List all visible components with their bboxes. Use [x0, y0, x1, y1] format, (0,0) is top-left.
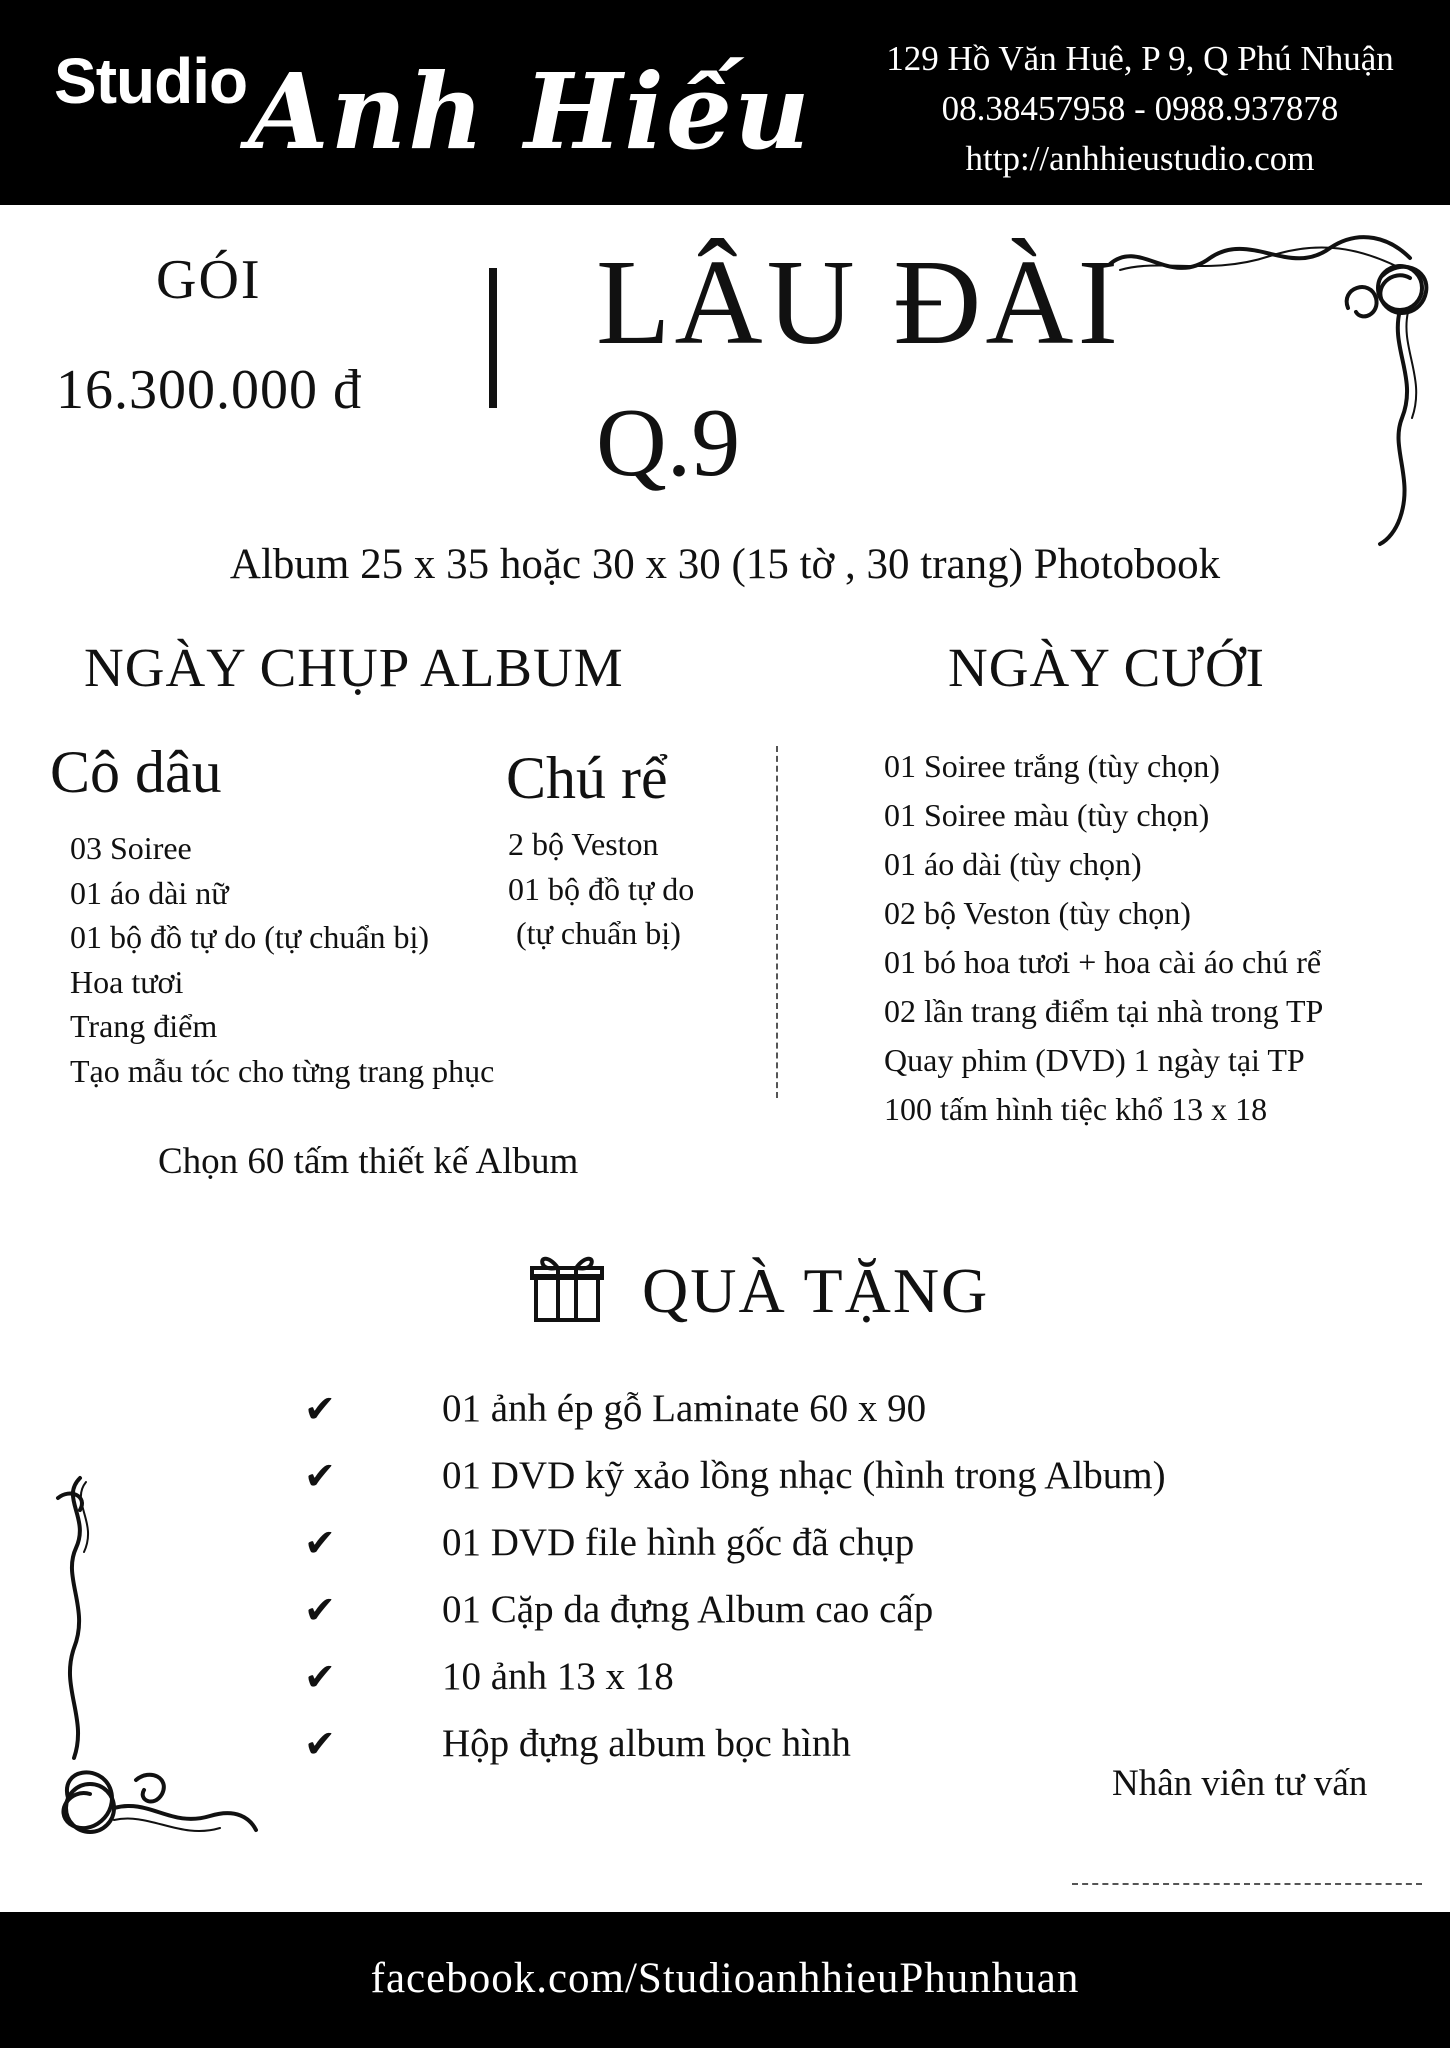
gift-item-label: 10 ảnh 13 x 18	[442, 1655, 674, 1698]
gift-item	[296, 1509, 1166, 1576]
list-item: 01 áo dài (tùy chọn)	[884, 846, 1142, 882]
gift-item-label: Hộp đựng album bọc hình	[442, 1722, 851, 1765]
checkmark-icon: ✔	[304, 1654, 336, 1699]
column-divider	[776, 746, 778, 1098]
gift-item	[296, 1710, 1166, 1777]
list-item: 01 bộ đồ tự do	[508, 870, 695, 907]
groom-heading: Chú rể	[506, 745, 668, 811]
package-title: LÂU ĐÀI	[596, 235, 1123, 370]
contact-website[interactable]: http://anhhieustudio.com	[965, 139, 1315, 178]
gift-item	[296, 1375, 1166, 1442]
contact-address: 129 Hồ Văn Huê, P 9, Q Phú Nhuận	[886, 39, 1394, 78]
album-spec: Album 25 x 35 hoặc 30 x 30 (15 tờ , 30 trang) Photobook	[229, 541, 1221, 588]
package-label: GÓI	[156, 249, 262, 311]
wedding-day-heading: NGÀY CƯỚI	[948, 637, 1265, 698]
corner-ornament-top-right-icon	[1100, 228, 1440, 548]
checkmark-icon: ✔	[304, 1453, 336, 1498]
list-item: 100 tấm hình tiệc khổ 13 x 18	[884, 1091, 1268, 1127]
list-item: Quay phim (DVD) 1 ngày tại TP	[884, 1042, 1305, 1078]
gift-item-label: 01 ảnh ép gỗ Laminate 60 x 90	[442, 1387, 927, 1430]
wedding-item-list	[884, 742, 1323, 1134]
list-item: 01 bó hoa tươi + hoa cài áo chú rể	[884, 944, 1322, 980]
brand-name-logo: Anh Hiếu	[248, 50, 812, 173]
list-item: (tự chuẩn bị)	[508, 915, 681, 951]
bride-item-list	[70, 826, 494, 1093]
gift-list	[296, 1375, 1166, 1777]
gift-item	[296, 1442, 1166, 1509]
facebook-link[interactable]: facebook.com/StudioanhhieuPhunhuan	[370, 1955, 1080, 2002]
checkmark-icon: ✔	[304, 1721, 336, 1766]
package-price: 16.300.000 đ	[56, 359, 362, 421]
gift-item	[296, 1643, 1166, 1710]
gift-item-label: 01 Cặp da đựng Album cao cấp	[442, 1588, 934, 1631]
list-item: 01 Soiree màu (tùy chọn)	[884, 797, 1210, 833]
list-item: 01 Soiree trắng (tùy chọn)	[884, 748, 1220, 784]
signature-line	[1072, 1883, 1422, 1885]
gift-item	[296, 1576, 1166, 1643]
list-item: 02 bộ Veston (tùy chọn)	[884, 895, 1191, 931]
bride-heading: Cô dâu	[50, 739, 222, 805]
gift-item-label: 01 DVD file hình gốc đã chụp	[442, 1521, 915, 1564]
list-item: 03 Soiree	[70, 830, 192, 866]
title-divider	[489, 268, 497, 408]
checkmark-icon: ✔	[304, 1587, 336, 1632]
list-item: Hoa tươi	[70, 963, 184, 1000]
list-item: 2 bộ Veston	[508, 826, 659, 862]
list-item: 02 lần trang điểm tại nhà trong TP	[884, 993, 1324, 1029]
package-subtitle: Q.9	[596, 389, 741, 497]
gift-item-label: 01 DVD kỹ xảo lồng nhạc (hình trong Album)	[442, 1454, 1166, 1497]
contact-phones: 08.38457958 - 0988.937878	[941, 89, 1339, 128]
groom-item-list	[508, 822, 694, 956]
list-item: Trang điểm	[70, 1008, 218, 1044]
checkmark-icon: ✔	[304, 1386, 336, 1431]
shoot-day-heading: NGÀY CHỤP ALBUM	[84, 637, 624, 698]
list-item: Tạo mẫu tóc cho từng trang phục	[70, 1052, 495, 1089]
corner-ornament-bottom-left-icon	[40, 1468, 260, 1868]
list-item: 01 bộ đồ tự do (tự chuẩn bị)	[70, 919, 430, 955]
contact-block	[860, 34, 1420, 184]
brand-studio-word: Studio	[54, 45, 248, 117]
list-item: 01 áo dài nữ	[70, 874, 229, 911]
consultant-label: Nhân viên tư vấn	[1112, 1763, 1368, 1804]
gifts-heading: QUÀ TẶNG	[642, 1255, 990, 1326]
gift-box-icon	[530, 1250, 604, 1324]
album-selection-note: Chọn 60 tấm thiết kế Album	[158, 1141, 579, 1182]
checkmark-icon: ✔	[304, 1520, 336, 1565]
